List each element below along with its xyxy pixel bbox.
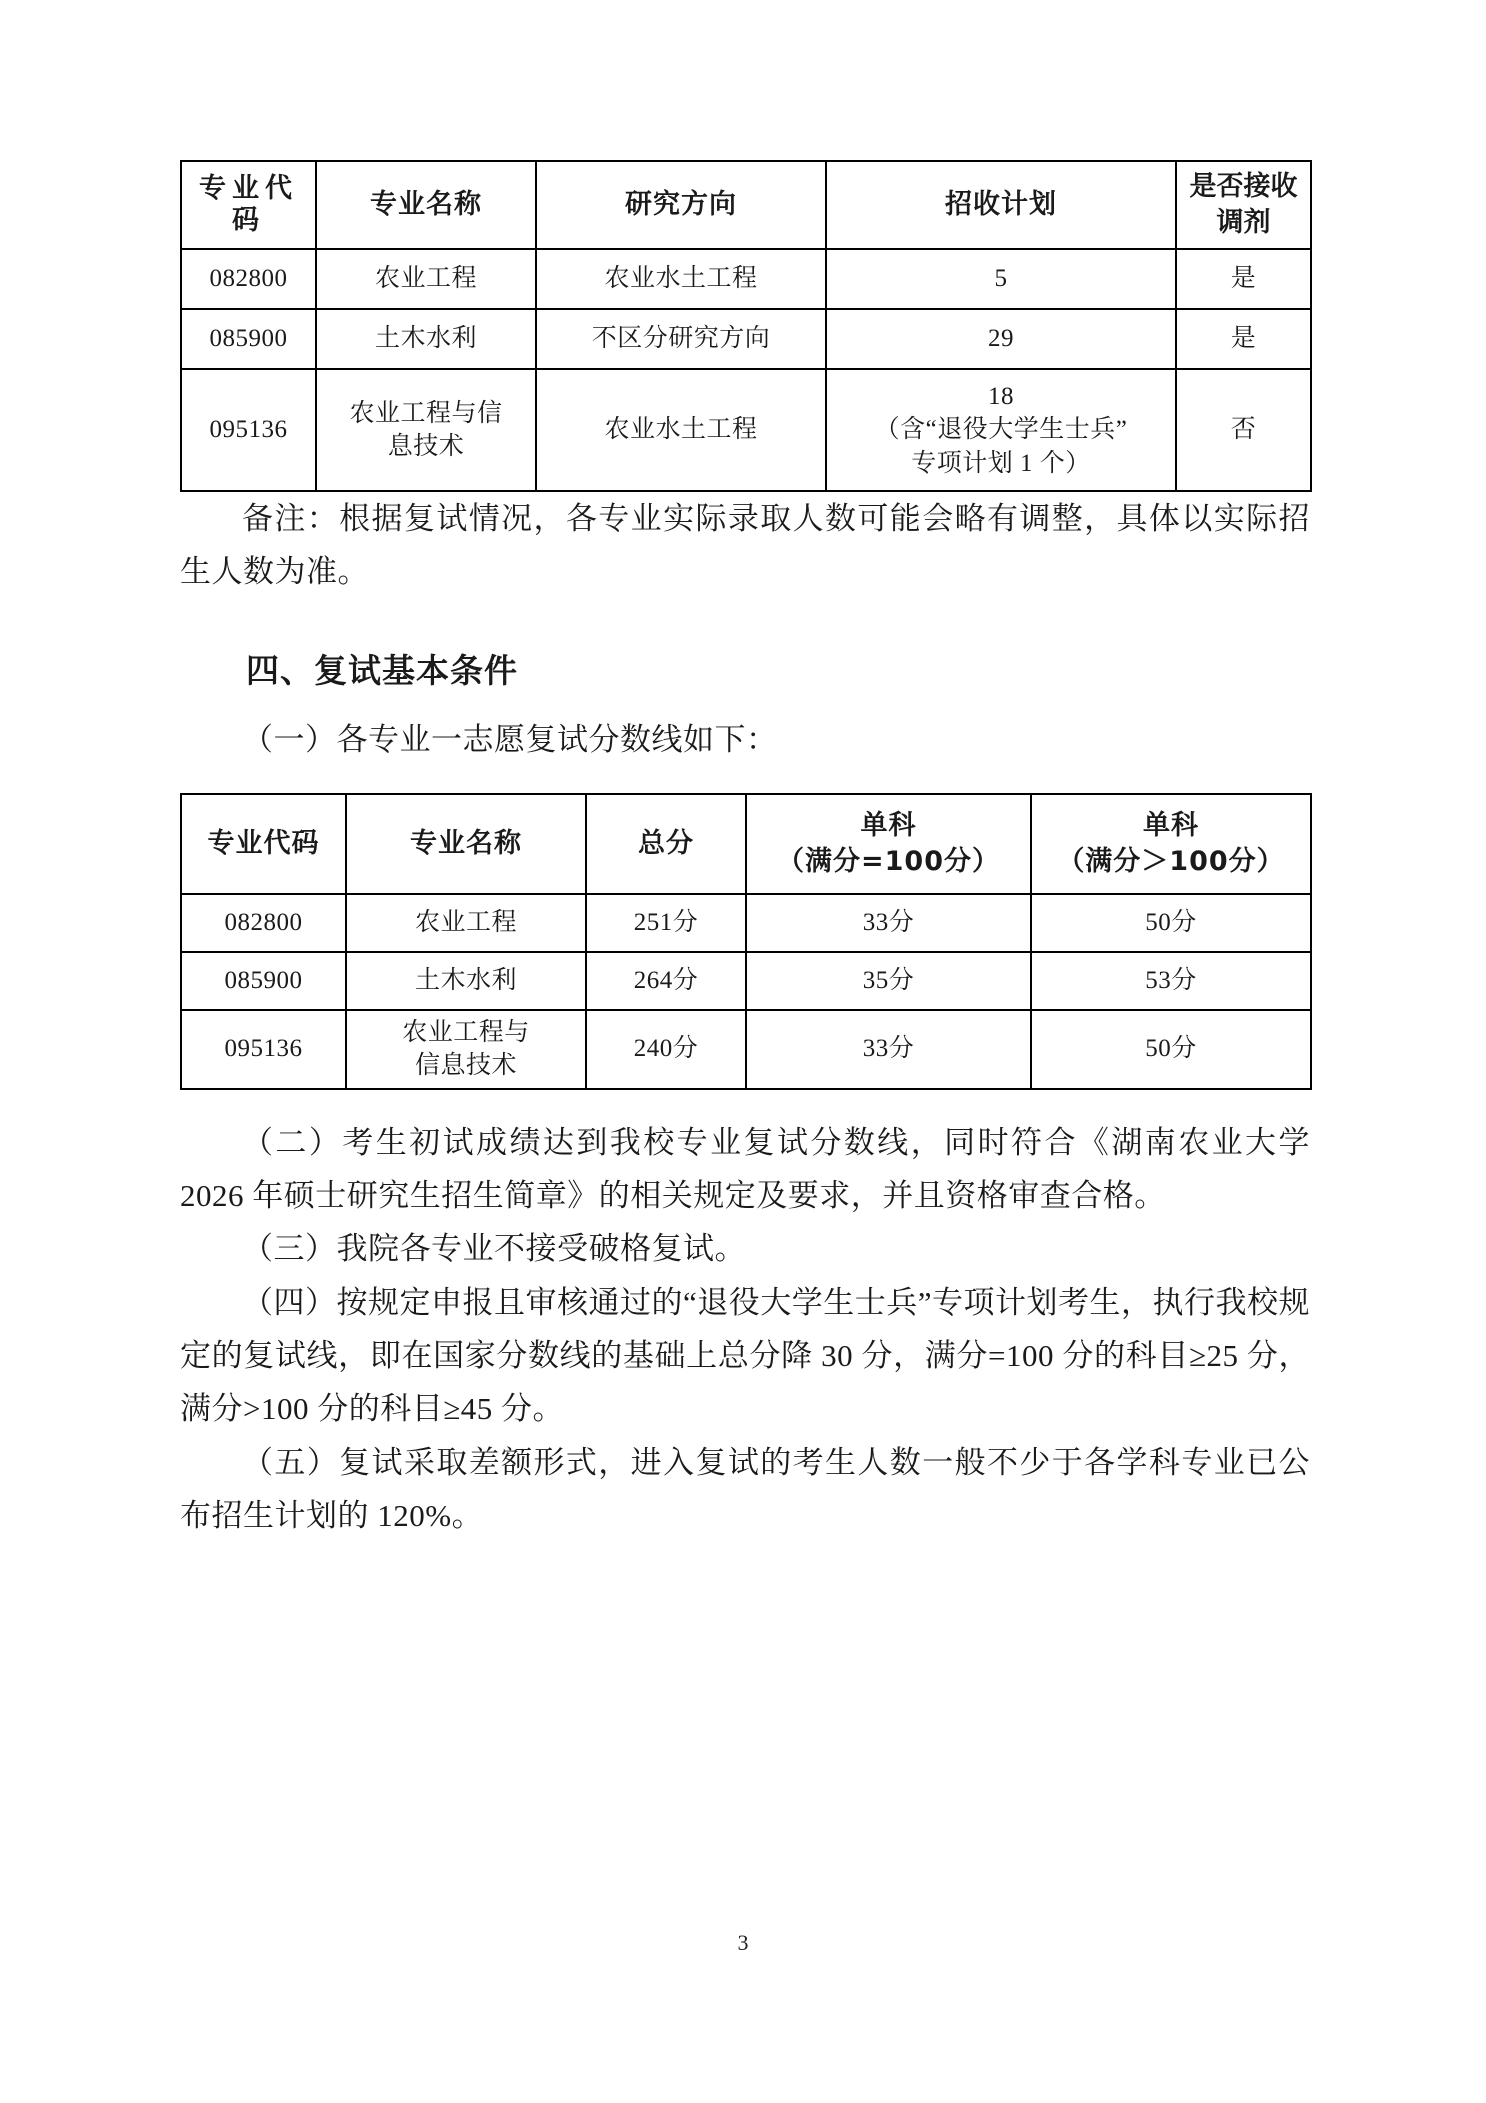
paragraph-four: （四）按规定申报且审核通过的“退役大学生士兵”专项计划考生，执行我校规定的复试线，即在国家分数线的基础上总分降 30 分，满分=100 分的科目≥25 分，满分>100 分的科目≥45 分。 [180,1284,1311,1427]
cell-major-code: 095136 [181,369,316,491]
paragraph-three: （三）我院各专业不接受破格复试。 [242,1231,746,1267]
table-row [181,1010,1311,1089]
enrollment-plan-table [180,160,1312,492]
cell-research-direction: 不区分研究方向 [536,309,826,369]
col-header-major-code-line1: 专业代码 [199,172,298,236]
cell-major-name: 土木水利 [316,309,536,369]
cell-major-name-line1: 农业工程与信 [349,399,503,427]
table-row [181,249,1311,309]
spacer [180,697,1310,713]
table-row [181,894,1311,952]
col-header-major-code [181,161,316,249]
col-header-accepts-transfer: 是否接收调剂 [1176,161,1311,249]
col-header-single-subject-eq100 [746,794,1031,894]
cell-single-subject-eq100: 33分 [746,894,1031,952]
col-header-single-subject-gt100 [1031,794,1311,894]
col-header-single-subject-eq100-line1: 单科 [860,809,917,841]
cell-major-name: 土木水利 [346,952,586,1010]
paragraph-five: （五）复试采取差额形式，进入复试的考生人数一般不少于各学科专业已公布招生计划的 120%。 [180,1444,1310,1533]
col-header-major-name: 专业名称 [346,794,586,894]
cell-single-subject-eq100: 33分 [746,1010,1031,1089]
cell-total-score: 264分 [586,952,746,1010]
cell-major-name-line1: 农业工程与 [402,1018,530,1046]
cell-major-code: 085900 [181,952,346,1010]
enrollment-table-note: 备注：根据复试情况，各专业实际录取人数可能会略有调整，具体以实际招生人数为准。 [180,501,1310,590]
spacer [180,599,1310,615]
col-header-enrollment-plan: 招收计划 [826,161,1176,249]
cell-major-name-line2: 息技术 [387,433,465,460]
cell-major-code: 082800 [181,249,316,309]
cell-major-name-line2: 信息技术 [414,1052,517,1080]
score-line-table [180,793,1312,1090]
table-row [181,369,1311,491]
cell-enrollment-plan-note-line1: （含“退役大学生士兵” [874,416,1128,444]
cell-major-name: 农业工程 [346,894,586,952]
cell-major-code: 082800 [181,894,346,952]
paragraph-two: （二）考生初试成绩达到我校专业复试分数线，同时符合《湖南农业大学 2026 年硕士研究生招生简章》的相关规定及要求，并且资格审查合格。 [180,1124,1310,1214]
page-content [180,160,1310,1542]
cell-major-name: 农业工程 [316,249,536,309]
cell-accepts-transfer: 是 [1176,249,1311,309]
cell-enrollment-plan: 5 [826,249,1176,309]
col-header-single-subject-eq100-line2: （满分=100分） [777,845,1000,877]
cell-single-subject-eq100: 35分 [746,952,1031,1010]
spacer [180,767,1310,793]
table-header-row [181,794,1311,894]
spacer [180,1090,1310,1116]
cell-major-code: 085900 [181,309,316,369]
table-header-row [181,161,1311,249]
cell-major-code: 095136 [181,1010,346,1089]
cell-enrollment-plan-note-line2: 专项计划 1 个） [911,449,1091,477]
cell-total-score: 240分 [586,1010,746,1089]
col-header-single-subject-gt100-line2: （满分＞100分） [1057,845,1285,877]
cell-accepts-transfer: 是 [1176,309,1311,369]
cell-single-subject-gt100: 50分 [1031,1010,1311,1089]
cell-enrollment-plan [826,369,1176,491]
table-row [181,952,1311,1010]
cell-major-name [316,369,536,491]
cell-enrollment-plan: 29 [826,309,1176,369]
cell-research-direction: 农业水土工程 [536,369,826,491]
col-header-major-code: 专业代码 [181,794,346,894]
cell-single-subject-gt100: 50分 [1031,894,1311,952]
cell-total-score: 251分 [586,894,746,952]
page-number: 3 [737,1930,749,1955]
cell-single-subject-gt100: 53分 [1031,952,1311,1010]
subsection-one-label: （一）各专业一志愿复试分数线如下： [242,722,778,758]
cell-research-direction: 农业水土工程 [536,249,826,309]
col-header-major-name: 专业名称 [316,161,536,249]
cell-accepts-transfer: 否 [1176,369,1311,491]
cell-major-name [346,1010,586,1089]
table-row [181,309,1311,369]
col-header-total-score: 总分 [586,794,746,894]
section-heading: 四、复试基本条件 [246,650,518,690]
col-header-single-subject-gt100-line1: 单科 [1143,809,1199,841]
col-header-research-direction: 研究方向 [536,161,826,249]
cell-enrollment-plan-number: 18 [988,382,1014,410]
